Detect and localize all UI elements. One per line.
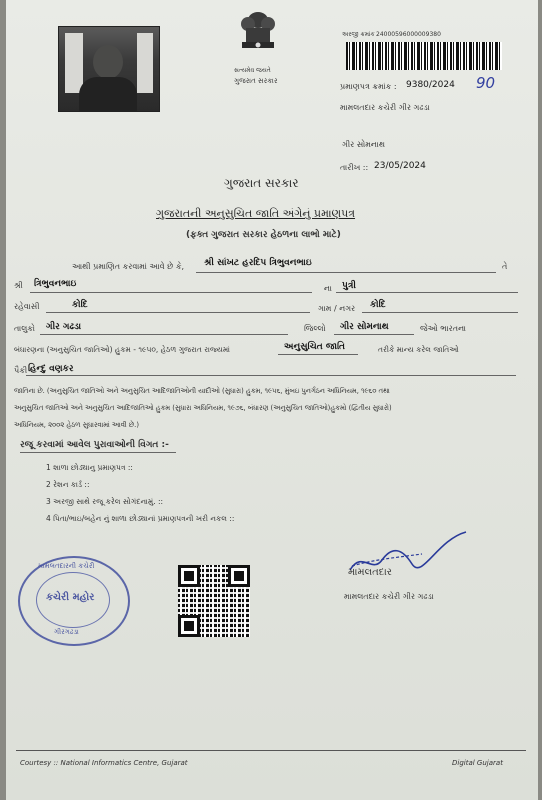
document-item: 4 પિતા/ભાઇ/બહેન નું શાળા છોડ્યાનાં પ્રમાણપત્રની ખરી નકલ ::	[46, 514, 235, 523]
barcode-number: 24000596000009380	[376, 31, 441, 38]
te-text: તે	[502, 262, 508, 271]
certificate-no-handwritten: 90	[476, 74, 496, 92]
father-name: ત્રિભુવનભાઇ	[34, 279, 77, 289]
issue-date: 23/05/2024	[374, 161, 426, 171]
constitution-text: બંધારણના (અનુસુચિત જાતિઓ) હુકમ - ૧૯૫૦, હેઠળ ગુજરાત રાજ્યમાં	[14, 345, 230, 354]
footer-divider	[16, 750, 526, 751]
signatory-office: મામલતદાર કચેરી ગીર ગઢડા	[344, 592, 434, 601]
document-item: 2 રેશન કાર્ડ ::	[46, 480, 90, 489]
shri-prefix: શ્રી	[14, 281, 23, 290]
qr-code	[178, 565, 250, 637]
emblem-caption: સત્યમેવ જયતે	[234, 67, 271, 74]
stamp-ring-text: મામલતદારની કચેરી	[38, 562, 95, 570]
footer-courtesy: Courtesy :: National Informatics Centre, Gujarat	[20, 759, 188, 767]
state-suffix: જેઓ ભારતના	[420, 324, 467, 333]
certificate-no: 9380/2024	[406, 80, 455, 90]
date-label: તારીખ ::	[340, 163, 369, 172]
state-emblem-icon	[234, 8, 282, 70]
taluka-label: તાલુકો	[14, 324, 35, 333]
stamp-place-text: ગીરગઢડા	[54, 628, 79, 636]
taluka: ગીર ગઢડા	[46, 322, 82, 332]
signatory-designation: મામલતદાર	[348, 567, 392, 578]
barcode-label: અરજી ક્રમાંક	[342, 31, 375, 38]
issuing-office: મામલતદાર કચેરી ગીર ગઢડા	[340, 103, 430, 112]
resident-label: રહેવાસી	[14, 302, 40, 311]
barcode	[346, 42, 502, 70]
document-item: 3 અરજી સાથે રજૂ કરેલ સોગંદનામું. ::	[46, 497, 164, 506]
applicant-name: શ્રી સાંખટ હરદિપ ત્રિભુવનભાઇ	[204, 258, 312, 268]
certificate-subtitle: (ફક્ત ગુજરાત સરકાર હેઠળના લાભો માટે)	[186, 230, 341, 240]
relation: પુત્રી	[342, 281, 356, 291]
caste: હિન્દુ વણકર	[28, 364, 74, 374]
para-line-3: અધિનિયમ, ૨૦૦૨ હેઠળ સુધારવામાં આવી છે.)	[14, 421, 139, 429]
intro-text: આથી પ્રમાણિત કરવામાં આવે છે કે,	[72, 262, 185, 271]
district-label: જિલ્લો	[304, 324, 326, 333]
stamp-center-text: કચેરી મહોર	[46, 592, 95, 603]
govt-title: ગુજરાત સરકાર	[224, 176, 299, 190]
certificate-title: ગુજરાતની અનુસુચિત જાતિ અંગેનું પ્રમાણપત્ર	[156, 207, 356, 220]
caste-prefix: પૈકી	[14, 366, 28, 375]
village-label: ગામ / નગર	[318, 304, 356, 313]
para-line-2: અનુસુચિત જાતિઓ અને અનુસુચિત આદિજાતિઓ હુકમ (સુધારા અધિનિયમ, ૧૯૭૬, બંધારણ (અનુસુચિત જાતિઓ)હુકમો (દ્વિતીય સુધારો)	[14, 404, 392, 412]
documents-heading: રજૂ કરવામાં આવેલ પુરાવાઓની વિગત :-	[20, 440, 169, 450]
office-stamp	[18, 556, 130, 646]
district: ગીર સોમનાથ	[340, 322, 389, 332]
village: કોદિ	[370, 300, 386, 310]
constitution-text-2: તરીકે માન્ય કરેલ જાતિઓ	[378, 345, 459, 354]
certificate-no-label: પ્રમાણપત્ર ક્રમાંક :	[340, 82, 397, 91]
applicant-photo	[58, 26, 160, 112]
resident: કોદિ	[72, 300, 88, 310]
document-item: 1 શાળા છોડ્યાનુ પ્રમાણપત્ર ::	[46, 463, 133, 472]
certificate-paper	[6, 0, 538, 800]
relation-prefix: ના	[324, 284, 332, 293]
emblem-govt-caption: ગુજરાત સરકાર	[234, 77, 278, 85]
category: અનુસુચિત જાતિ	[284, 342, 345, 352]
footer-brand: Digital Gujarat	[452, 759, 503, 767]
para-line-1: જાતિના છે. (અનુસુચિત જાતિઓ અને અનુસુચિત આદિજાતિઓની યાદીઓ (સુધારા) હુકમ, ૧૯૫૬, મુંબઇ પુનર્ગઠન અધિનિયમ, ૧૯૬૦ તથા	[14, 387, 390, 395]
header-district: ગીર સોમનાથ	[342, 140, 385, 149]
